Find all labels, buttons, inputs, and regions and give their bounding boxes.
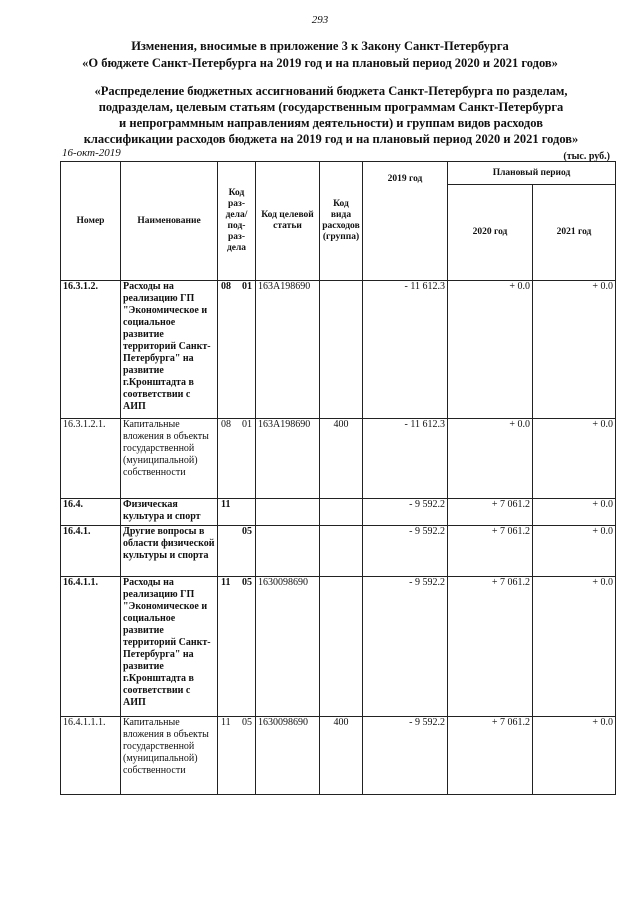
heading-line-1: Изменения, вносимые в приложение 3 к Закону Санкт-Петербурга <box>131 39 509 53</box>
units-label: (тыс. руб.) <box>563 151 610 162</box>
row-section-code <box>218 577 256 717</box>
budget-table-body <box>61 281 616 795</box>
row-target-code: 163А198690 <box>256 419 320 499</box>
budget-table <box>60 161 616 795</box>
row-section: 11 <box>221 717 231 728</box>
row-subsection: 05 <box>242 717 252 728</box>
header-2019: 2019 год <box>363 162 448 281</box>
appendix-title-line-2: подразделам, целевым статьям (государственным программам Санкт-Петербурга <box>98 100 564 114</box>
row-name: Расходы на реализацию ГП "Экономическое и социальное развитие территорий Санкт-Петербурга" на развитие г.Кронштадта в соответствии с АИП <box>121 577 218 717</box>
row-section-code <box>218 419 256 499</box>
row-expense-group <box>320 281 363 419</box>
row-value-2020: + 0.0 <box>448 281 533 419</box>
table-row <box>61 526 616 577</box>
row-value-2021: + 0.0 <box>533 419 616 499</box>
row-value-2019: - 9 592.2 <box>363 577 448 717</box>
document-heading <box>40 38 600 72</box>
row-number: 16.4.1.1.1. <box>61 717 121 795</box>
appendix-title-line-1: «Распределение бюджетных ассигнований бюджета Санкт-Петербурга по разделам, <box>94 84 568 98</box>
row-section: 11 <box>221 577 231 588</box>
row-name: Расходы на реализацию ГП "Экономическое и социальное развитие территорий Санкт-Петербурга" на развитие г.Кронштадта в соответствии с АИП <box>121 281 218 419</box>
row-number: 16.4. <box>61 499 121 526</box>
row-value-2020: + 0.0 <box>448 419 533 499</box>
row-section-code <box>218 717 256 795</box>
row-value-2021: + 0.0 <box>533 526 616 577</box>
row-value-2019: - 9 592.2 <box>363 526 448 577</box>
row-target-code: 163А198690 <box>256 281 320 419</box>
row-value-2020: + 7 061.2 <box>448 577 533 717</box>
row-name: Капитальные вложения в объекты государственной (муниципальной) собственности <box>121 717 218 795</box>
row-target-code <box>256 526 320 577</box>
row-section-code <box>218 526 256 577</box>
row-section-code <box>218 499 256 526</box>
row-section-code <box>218 281 256 419</box>
header-section-code: Код раз- дела/ под- раз- дела <box>218 162 256 281</box>
row-name: Другие вопросы в области физической культуры и спорта <box>121 526 218 577</box>
page-number: 293 <box>311 14 329 26</box>
row-value-2020: + 7 061.2 <box>448 526 533 577</box>
row-expense-group <box>320 499 363 526</box>
row-value-2021: + 0.0 <box>533 717 616 795</box>
row-target-code <box>256 499 320 526</box>
header-name: Наименование <box>121 162 218 281</box>
row-value-2020: + 7 061.2 <box>448 499 533 526</box>
header-2020: 2020 год <box>448 185 533 281</box>
row-section: 11 <box>221 499 231 510</box>
row-value-2021: + 0.0 <box>533 499 616 526</box>
row-value-2019: - 9 592.2 <box>363 717 448 795</box>
table-row <box>61 281 616 419</box>
header-planned-period: Плановый период <box>448 162 616 185</box>
document-date: 16-окт-2019 <box>62 147 121 159</box>
row-subsection: 05 <box>242 526 252 537</box>
row-value-2021: + 0.0 <box>533 281 616 419</box>
row-number: 16.3.1.2.1. <box>61 419 121 499</box>
row-name: Капитальные вложения в объекты государственной (муниципальной) собственности <box>121 419 218 499</box>
row-number: 16.4.1.1. <box>61 577 121 717</box>
header-number: Номер <box>61 162 121 281</box>
header-target-code: Код целевой статьи <box>256 162 320 281</box>
row-name: Физическая культура и спорт <box>121 499 218 526</box>
appendix-title-line-3: и непрограммным направлениям деятельности) и группам видов расходов <box>119 116 543 130</box>
row-number: 16.3.1.2. <box>61 281 121 419</box>
row-subsection: 01 <box>242 281 252 292</box>
row-value-2020: + 7 061.2 <box>448 717 533 795</box>
row-section: 08 <box>221 419 231 430</box>
row-value-2021: + 0.0 <box>533 577 616 717</box>
heading-line-2: «О бюджете Санкт-Петербурга на 2019 год и на плановый период 2020 и 2021 годов» <box>82 56 558 70</box>
row-target-code: 1630098690 <box>256 717 320 795</box>
row-value-2019: - 9 592.2 <box>363 499 448 526</box>
table-row <box>61 419 616 499</box>
row-expense-group <box>320 526 363 577</box>
appendix-title-line-4: классификации расходов бюджета на 2019 год и на плановый период 2020 и 2021 годов» <box>83 132 579 146</box>
header-2021: 2021 год <box>533 185 616 281</box>
row-number: 16.4.1. <box>61 526 121 577</box>
row-expense-group <box>320 577 363 717</box>
table-row <box>61 577 616 717</box>
row-target-code: 1630098690 <box>256 577 320 717</box>
table-row <box>61 499 616 526</box>
row-expense-group: 400 <box>320 419 363 499</box>
table-row <box>61 717 616 795</box>
row-subsection: 01 <box>242 419 252 430</box>
row-value-2019: - 11 612.3 <box>363 281 448 419</box>
row-subsection: 05 <box>242 577 252 588</box>
row-section: 08 <box>221 281 231 292</box>
appendix-title <box>40 83 622 147</box>
row-value-2019: - 11 612.3 <box>363 419 448 499</box>
header-expense-group: Код вида расходов (группа) <box>320 162 363 281</box>
row-expense-group: 400 <box>320 717 363 795</box>
